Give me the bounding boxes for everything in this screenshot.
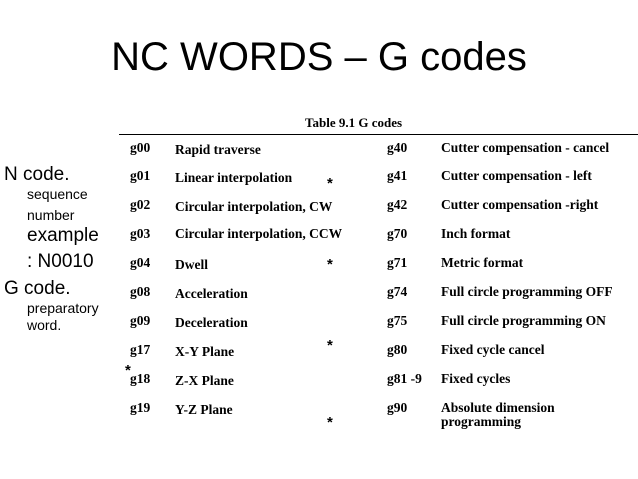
table-caption: Table 9.1 G codes bbox=[305, 115, 403, 130]
g-code-description: Deceleration bbox=[175, 315, 248, 330]
n-code-label: N code. bbox=[4, 164, 70, 185]
g-code: g00 bbox=[130, 140, 151, 155]
g-code-description: X-Y Plane bbox=[175, 344, 235, 359]
g-code: g40 bbox=[387, 140, 408, 155]
asterisk-marker: * bbox=[125, 362, 131, 379]
g-code-description: Rapid traverse bbox=[175, 142, 261, 157]
g-code: g70 bbox=[387, 226, 408, 241]
g-code: g41 bbox=[387, 168, 408, 183]
g-code-description: Absolute dimension bbox=[441, 400, 555, 415]
g-code-description: Dwell bbox=[175, 257, 208, 272]
asterisk-marker: * bbox=[327, 337, 333, 354]
number-label: number bbox=[27, 207, 75, 223]
sequence-label: sequence bbox=[27, 186, 88, 202]
g-code-description: Inch format bbox=[441, 226, 511, 241]
g-code-description: Z-X Plane bbox=[175, 373, 234, 388]
g-code: g03 bbox=[130, 226, 151, 241]
preparatory-label: preparatory bbox=[27, 300, 99, 316]
g-code-description-continued: programming bbox=[441, 414, 521, 429]
g-code: g42 bbox=[387, 197, 408, 212]
g-code: g19 bbox=[130, 400, 151, 415]
example-value: : N0010 bbox=[27, 251, 94, 272]
g-code-description: Y-Z Plane bbox=[175, 402, 233, 417]
g-code-description: Metric format bbox=[441, 255, 524, 270]
g-code-description: Fixed cycle cancel bbox=[441, 342, 545, 357]
g-code-description: Cutter compensation - left bbox=[441, 168, 592, 183]
asterisk-marker: * bbox=[327, 414, 333, 431]
g-code-description: Linear interpolation bbox=[175, 170, 293, 185]
g-code: g81 -9 bbox=[387, 371, 422, 386]
g-code-label: G code. bbox=[4, 278, 71, 299]
g-code-description: Full circle programming ON bbox=[441, 313, 606, 328]
g-code: g04 bbox=[130, 255, 151, 270]
g-code: g90 bbox=[387, 400, 408, 415]
g-code: g80 bbox=[387, 342, 408, 357]
slide-title: NC WORDS – G codes bbox=[111, 35, 527, 79]
g-code: g09 bbox=[130, 313, 151, 328]
g-code-description: Circular interpolation, CW bbox=[175, 199, 333, 214]
word-label: word. bbox=[27, 317, 62, 333]
g-code-description: Cutter compensation - cancel bbox=[441, 140, 610, 155]
asterisk-marker: * bbox=[327, 256, 333, 273]
g-code: g01 bbox=[130, 168, 151, 183]
g-code: g75 bbox=[387, 313, 408, 328]
g-code-description: Fixed cycles bbox=[441, 371, 511, 386]
g-code: g18 bbox=[130, 371, 151, 386]
g-code: g02 bbox=[130, 197, 151, 212]
g-code: g08 bbox=[130, 284, 151, 299]
g-code: g17 bbox=[130, 342, 151, 357]
g-code-description: Cutter compensation -right bbox=[441, 197, 599, 212]
g-code-description: Full circle programming OFF bbox=[441, 284, 613, 299]
g-code-description: Acceleration bbox=[175, 286, 248, 301]
example-label: example bbox=[27, 225, 99, 246]
g-code: g71 bbox=[387, 255, 408, 270]
table-top-rule bbox=[119, 134, 638, 135]
g-code-description: Circular interpolation, CCW bbox=[175, 226, 343, 241]
g-code: g74 bbox=[387, 284, 408, 299]
asterisk-marker: * bbox=[327, 175, 333, 192]
